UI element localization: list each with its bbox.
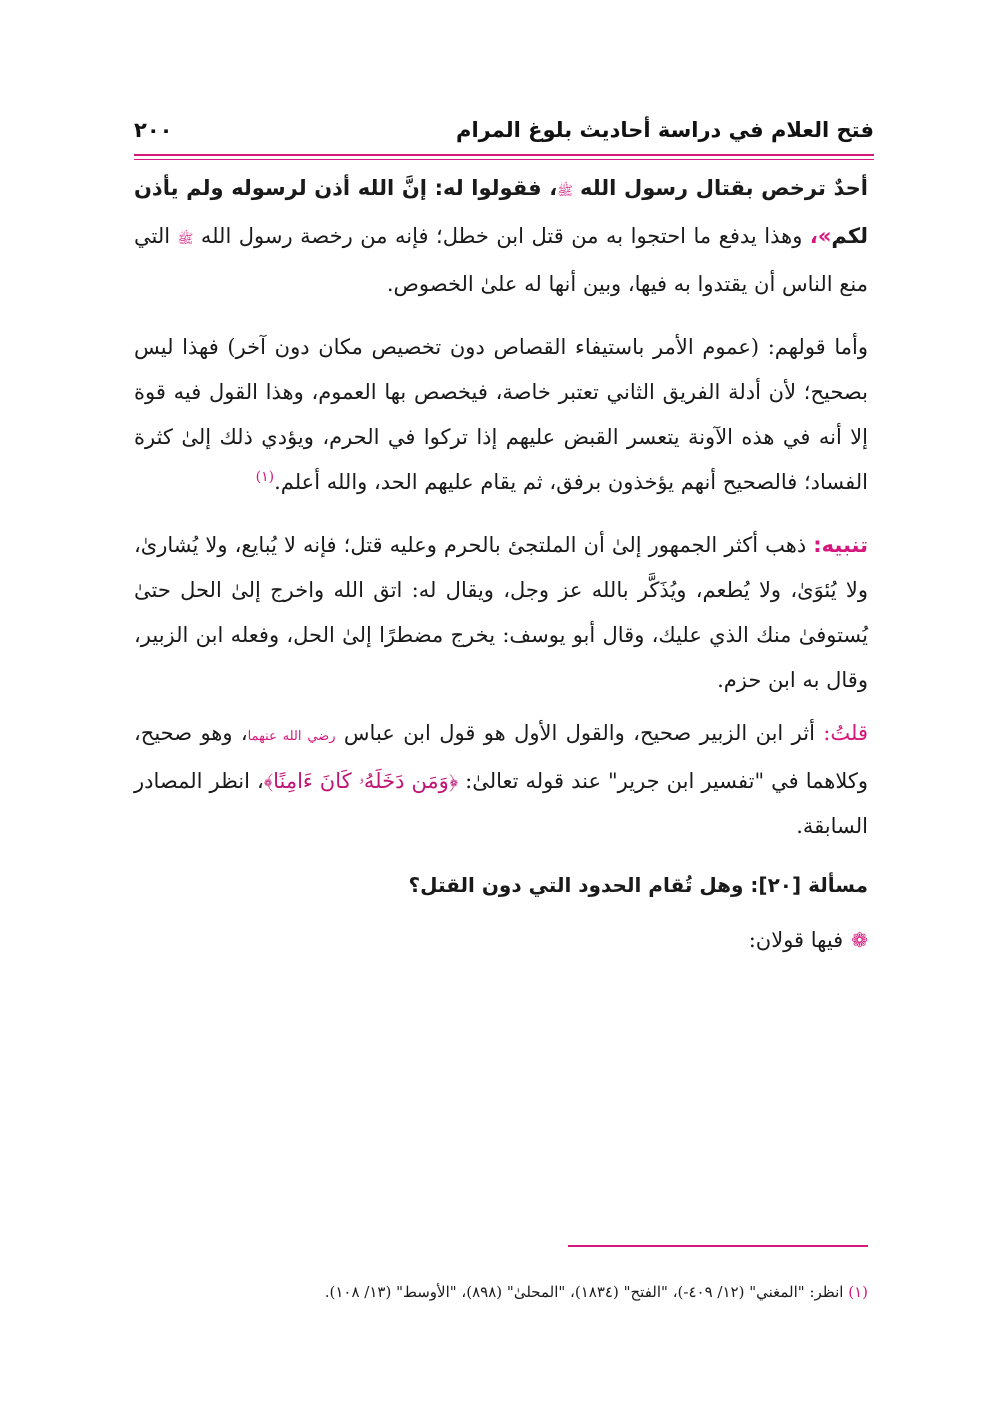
quote-close: »، xyxy=(809,224,832,248)
header-rule-thin xyxy=(134,159,874,160)
issue-heading: مسألة [٢٠]: وهل تُقام الحدود التي دون القتل؟ xyxy=(408,873,868,897)
footnote xyxy=(134,1280,868,1304)
hadith-text-2: ، فقولوا له: إنَّ الله أذن لرسوله ولم يأذن لكم xyxy=(134,176,868,248)
honorific-mark: ﷺ xyxy=(557,184,573,199)
hadith-text-1: أحدٌ ترخص بقتال رسول الله xyxy=(579,176,868,200)
honorific-mark: ﷺ xyxy=(177,232,194,247)
paragraph-2 xyxy=(134,325,868,505)
answer-line xyxy=(134,918,868,963)
paragraph-4-text-1: أثر ابن الزبير صحيح، والقول الأول هو قول ابن عباس xyxy=(343,721,815,745)
quran-verse: ﴿وَمَن دَخَلَهُۥ كَانَ ءَامِنًا﴾ xyxy=(263,769,459,793)
answer-text: فيها قولان: xyxy=(748,928,844,952)
header-rule xyxy=(134,154,874,156)
paragraph-4 xyxy=(134,711,868,849)
qultu-label: قلتُ: xyxy=(823,721,868,745)
note-label: تنبيه: xyxy=(813,533,868,557)
paragraph-2-text: وأما قولهم: (عموم الأمر باستيفاء القصاص دون تخصيص مكان دون آخر) فهذا ليس بصحيح؛ لأن أدلة الفريق الثاني تعتبر خاصة، فيخصص بها العموم، وهذا القول فيه قوة إلا أنه في هذه الآونة يتعسر القبض عليهم إذا تركوا في الحرم، ويؤدي ذلك إلىٰ كثرة الفساد؛ فالصحيح أنهم يؤخذون برفق، ثم يقام عليهم الحد، والله أعلم. xyxy=(134,335,868,494)
paragraph-4-text-3: ، انظر المصادر السابقة. xyxy=(134,769,868,838)
commentary-text-1: وهذا يدفع ما احتجوا به من قتل ابن خطل؛ فإنه من رخصة رسول الله xyxy=(200,224,803,248)
paragraph-1 xyxy=(134,166,868,307)
running-title: فتح العلام في دراسة أحاديث بلوغ المرام xyxy=(456,118,874,142)
page-header xyxy=(134,110,874,154)
paragraph-3-text: ذهب أكثر الجمهور إلىٰ أن الملتجئ بالحرم وعليه قتل؛ فإنه لا يُبايع، ولا يُشارىٰ، ولا يُئوَىٰ، ولا يُطعم، ويُذَكَّر بالله عز وجل، ويقال له: اتق الله واخرج إلىٰ الحل حتىٰ يُستوفىٰ منك الذي عليك، وقال أبو يوسف: يخرج مضطرًا إلىٰ الحل، وفعله ابن الزبير، وقال به ابن حزم. xyxy=(134,533,868,692)
main-text xyxy=(134,166,868,963)
footnote-text: انظر: "المغني" (١٢/ ٤٠٩-)، "الفتح" (١٨٣٤)، "المحلىٰ" (٨٩٨)، "الأوسط" (١٣/ ١٠٨). xyxy=(324,1283,844,1301)
paragraph-4-text-2: ، وهو صحيح، وكلاهما في "تفسير ابن جرير" عند قوله تعالىٰ: xyxy=(134,721,868,793)
footnote-reference[interactable]: (١) xyxy=(255,469,275,485)
radiallahu-mark: رضي الله عنهما xyxy=(247,729,336,744)
paragraph-3 xyxy=(134,523,868,703)
page-number: ٢٠٠ xyxy=(134,118,173,142)
commentary-text-2: التي منع الناس أن يقتدوا به فيها، وبين أنها له علىٰ الخصوص. xyxy=(134,224,868,296)
footnote-number: (١) xyxy=(848,1283,868,1301)
flower-bullet-icon: ❁ xyxy=(851,928,868,952)
footnote-rule xyxy=(568,1245,868,1247)
